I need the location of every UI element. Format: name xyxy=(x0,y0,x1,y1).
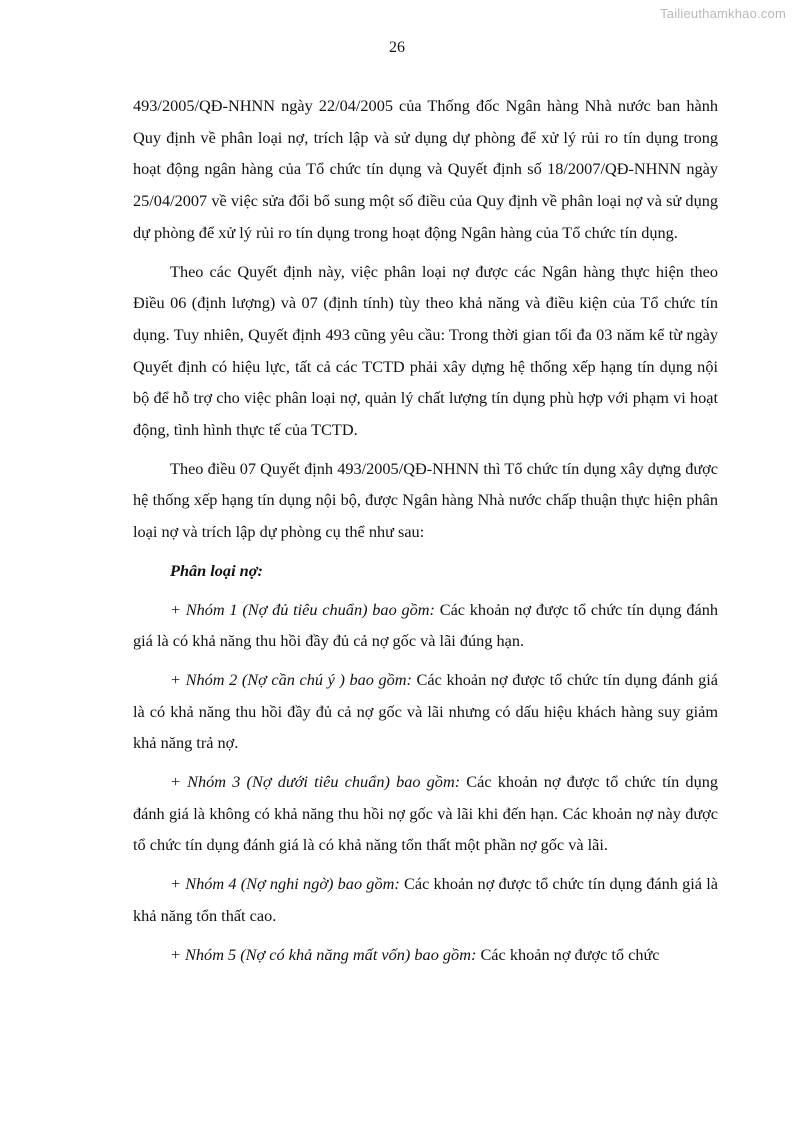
debt-group-3 xyxy=(133,766,718,861)
page-number: 26 xyxy=(389,39,405,56)
paragraph-classification-basis: Theo các Quyết định này, việc phân loại nợ được các Ngân hàng thực hiện theo Điều 06 (định lượng) và 07 (định tính) tùy theo khả năng và điều kiện của Tổ chức tín dụng. Tuy nhiên, Quyết định 493 cũng yêu cầu: Trong thời gian tối đa 03 năm kể từ ngày Quyết định có hiệu lực, tất cả các TCTD phải xây dựng hệ thống xếp hạng tín dụng nội bộ để hỗ trợ cho việc phân loại nợ, quản lý chất lượng tín dụng phù hợp với phạm vi hoạt động, tình hình thực tế của TCTD. xyxy=(133,261,718,440)
document-body xyxy=(133,90,718,977)
debt-group-3-text: Các khoản nợ được tổ chức tín dụng đánh giá là không có khả năng thu hồi nợ gốc và lãi khi đến hạn. Các khoản nợ này được tổ chức tín dụng đánh giá là có khả năng tổn thất một phần nợ gốc và lãi. xyxy=(133,772,718,855)
paragraph-decision-reference: 493/2005/QĐ-NHNN ngày 22/04/2005 của Thống đốc Ngân hàng Nhà nước ban hành Quy định về phân loại nợ, trích lập và sử dụng dự phòng để xử lý rủi ro tín dụng trong hoạt động ngân hàng của Tổ chức tín dụng và Quyết định số 18/2007/QĐ-NHNN ngày 25/04/2007 về việc sửa đổi bổ sung một số điều của Quy định về phân loại nợ và sử dụng dự phòng để xử lý rủi ro tín dụng trong hoạt động Ngân hàng của Tổ chức tín dụng. xyxy=(133,96,718,242)
debt-group-2-label: + Nhóm 2 (Nợ cần chú ý ) bao gồm: xyxy=(170,669,412,689)
debt-group-3-label: + Nhóm 3 (Nợ dưới tiêu chuẩn) bao gồm: xyxy=(170,772,461,792)
paragraph-article-07: Theo điều 07 Quyết định 493/2005/QĐ-NHNN thì Tổ chức tín dụng xây dựng được hệ thống xếp hạng tín dụng nội bộ, được Ngân hàng Nhà nước chấp thuận thực hiện phân loại nợ và trích lập dự phòng cụ thể như sau: xyxy=(133,458,718,542)
debt-group-2 xyxy=(133,664,718,759)
debt-group-4-label: + Nhóm 4 (Nợ nghi ngờ) bao gồm: xyxy=(170,874,400,894)
section-heading xyxy=(133,555,718,587)
debt-group-1-text: Các khoản nợ được tổ chức tín dụng đánh giá là có khả năng thu hồi đầy đủ cả nợ gốc và lãi đúng hạn. xyxy=(133,599,718,651)
debt-group-1-label: + Nhóm 1 (Nợ đủ tiêu chuẩn) bao gồm: xyxy=(170,599,435,619)
watermark: Tailieuthamkhao.com xyxy=(660,6,786,21)
debt-group-2-text: Các khoản nợ được tổ chức tín dụng đánh giá là có khả năng thu hồi đầy đủ cả nợ gốc và lãi nhưng có dấu hiệu khách hàng suy giảm khả năng trả nợ. xyxy=(133,669,718,753)
debt-group-5-label: + Nhóm 5 (Nợ có khả năng mất vốn) bao gồm: xyxy=(170,944,477,964)
debt-group-4-text: Các khoản nợ được tổ chức tín dụng đánh giá là khả năng tổn thất cao. xyxy=(133,874,718,925)
debt-group-5-text: Các khoản nợ được tổ chức xyxy=(476,944,660,964)
debt-group-1 xyxy=(133,594,718,657)
section-heading-text: Phân loại nợ: xyxy=(170,560,263,580)
debt-group-4 xyxy=(133,868,718,931)
debt-group-5 xyxy=(133,939,718,971)
